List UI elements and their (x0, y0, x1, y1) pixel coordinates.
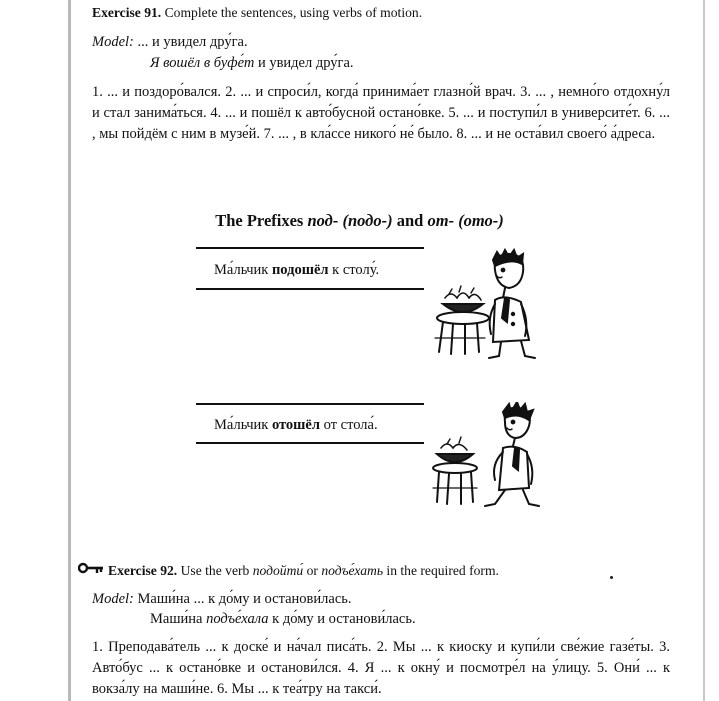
divider-line (196, 403, 424, 405)
verb-podoshel: подошёл (271, 262, 329, 278)
divider-line (196, 247, 424, 249)
prefix-pod: под- (подо-) (307, 211, 393, 230)
boy-walking-away-illustration (425, 402, 555, 510)
model-label: Model: (92, 591, 134, 607)
verb-otoshel: отошёл (271, 417, 320, 433)
exercise-91-label: Exercise 91. (92, 5, 162, 20)
verb-podyekhat: подъе́хать (321, 563, 384, 578)
exercise-92-sentences: 1. Преподава́тель ... к доске́ и на́чал писа́ть. 2. Мы ... к киоску и купи́ли све́жие газе́ты. 3. Авто́бус ... к остано́вке и останови́лся. 4. Я ... к окну́ и посмотре́л на у́лицу. 5. Они́ ... к вокза́лу на маши́не. 6. Мы ... к теа́тру на такси́. (92, 639, 670, 697)
model-line-1: ... и увидел дру́га. (137, 34, 248, 50)
exercise-91-heading (92, 5, 422, 21)
exercise-91-sentences: 1. ... и поздоро́вался. 2. ... и спроси́л, когда́ принима́ет глазно́й врач. 3. ... , немно́го отдохну́л и стал занима́ться. 4. ... и пошёл к авто́бусной остано́вке. 5. ... и поступи́л в университе́т. 6. ... , мы пойдём с ним в музе́й. 7. ... , в кла́ссе никого́ не́ было. 8. ... и не оста́вил своего́ а́дреса. (92, 84, 670, 142)
sentence-otoshel: Ма́льчик отошёл от стола́. (214, 417, 378, 433)
sentence-podoshel: Ма́льчик подошёл к столу́. (214, 262, 380, 278)
page-left-border (68, 0, 71, 701)
exercise-92-label: Exercise 92. (108, 563, 178, 578)
divider-line (196, 442, 424, 444)
divider-line (196, 288, 424, 290)
exercise-92-model (92, 591, 352, 608)
prefixes-title: The Prefixes под- (подо-) and от- (ото-) (215, 211, 504, 230)
exercise-92-model-answer: Маши́на подъе́хала к до́му и останови́лась. (150, 611, 416, 627)
exercise-91-instruction: Complete the sentences, using verbs of motion. (161, 5, 423, 20)
prefix-ot: от- (ото-) (427, 211, 504, 230)
key-icon (78, 562, 104, 574)
exercise-91-model (92, 34, 248, 51)
exercise-92-heading: Exercise 92. Use the verb подойти́ or подъе́хать in the required form. (108, 563, 499, 578)
stray-dot (610, 576, 613, 579)
model-answer-italic: Я вошёл в буфе́т (150, 55, 255, 71)
page-right-border (703, 0, 705, 701)
verb-podoyti: подойти́ (252, 563, 304, 578)
model-answer-rest: и увидел дру́га. (254, 55, 354, 71)
exercise-91-model-answer (150, 55, 354, 72)
model-label: Model: (92, 34, 134, 50)
model-answer-italic: подъе́хала (206, 611, 269, 627)
model-line-1: Маши́на ... к до́му и останови́лась. (137, 591, 352, 607)
boy-approaching-table-illustration (425, 248, 555, 360)
